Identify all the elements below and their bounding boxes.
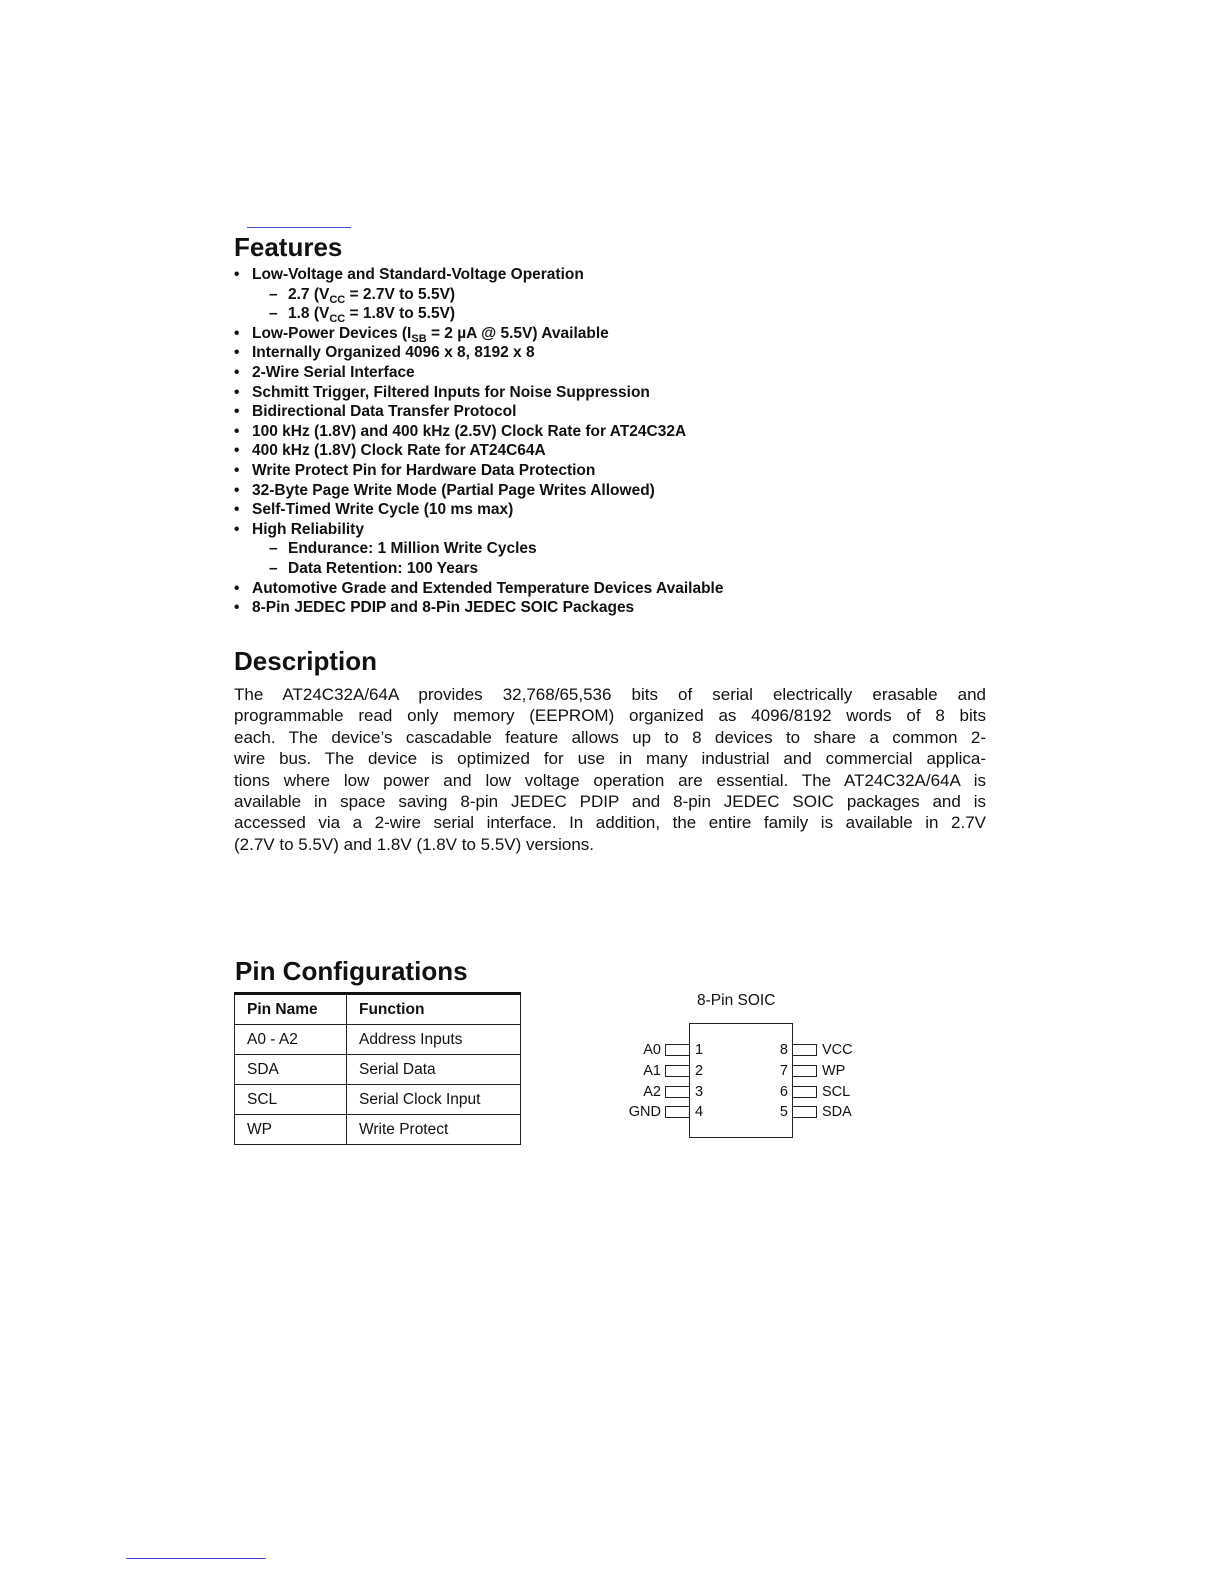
description-line: The AT24C32A/64A provides 32,768/65,536 bits of serial electrically erasable and <box>234 685 986 704</box>
right-pin-4 <box>793 1107 817 1118</box>
feature-subitem: – 1.8 ($V_{CC} = 1.8V$ to 5.5V) <box>234 304 954 324</box>
description-line: (2.7V to 5.5V) and 1.8V (1.8V to 5.5V) versions. <box>234 834 595 854</box>
left-pin-number: 3 <box>695 1084 704 1100</box>
left-pin-number: 1 <box>695 1042 704 1058</box>
description-line: each. The device’s cascadable feature allows up to 8 devices to share a common 2- <box>234 727 986 747</box>
feature-item: • Internally Organized 4096 x 8, 8192 x 8 <box>234 343 954 363</box>
description-heading: Description <box>234 646 378 676</box>
feature-item: • Write Protect Pin for Hardware Data Protection <box>234 461 954 481</box>
function-cell: Serial Clock Input <box>347 1085 521 1115</box>
left-pin-name: A1 <box>643 1063 661 1079</box>
bottom-link-rule <box>126 1558 266 1559</box>
description-line: accessed via a 2-wire serial interface. In addition, the entire family is available in 2.7V <box>234 813 986 833</box>
pin-configurations-heading: Pin Configurations <box>235 956 468 986</box>
left-pin-3 <box>666 1087 690 1098</box>
feature-subitem: – 2.7 ($V_{CC} = 2.7V$ to 5.5V) <box>234 285 954 305</box>
right-pin-number: 8 <box>779 1042 788 1058</box>
right-pin-name: WP <box>822 1063 846 1079</box>
feature-item: • Bidirectional Data Transfer Protocol <box>234 402 954 422</box>
pin-name-header: Pin Name <box>235 994 347 1025</box>
description-line: tions where low power and low voltage operation are essential. The AT24C32A/64A is <box>234 770 986 790</box>
feature-item: • Self-Timed Write Cycle (10 ms max) <box>234 500 954 520</box>
chip-body <box>690 1024 793 1138</box>
right-pin-name: SDA <box>822 1104 852 1120</box>
left-pin-number: 2 <box>695 1063 704 1079</box>
features-heading: Features <box>234 232 343 262</box>
feature-subitem: – Data Retention: 100 Years <box>234 559 954 579</box>
right-pin-number: 6 <box>779 1084 788 1100</box>
description-paragraph <box>234 684 986 855</box>
function-cell: Write Protect <box>347 1115 521 1145</box>
feature-item: • Schmitt Trigger, Filtered Inputs for Noise Suppression <box>234 383 954 403</box>
package-title: 8-Pin SOIC <box>697 992 776 1009</box>
pin-name-cell: SCL <box>235 1085 347 1115</box>
pin-table <box>234 992 521 1145</box>
table-row <box>235 1115 521 1145</box>
right-pin-name: VCC <box>822 1042 853 1058</box>
feature-item: • 32-Byte Page Write Mode (Partial Page Writes Allowed) <box>234 481 954 501</box>
feature-item: • Low-Voltage and Standard-Voltage Operation <box>234 265 954 285</box>
pin-table-header-row <box>235 994 521 1025</box>
description-line: available in space saving 8-pin JEDEC PDIP and 8-pin JEDEC SOIC packages and is <box>234 792 986 812</box>
description-line: wire bus. The device is optimized for use in many industrial and commercial applica- <box>234 749 986 769</box>
feature-item: • 400 kHz (1.8V) Clock Rate for AT24C64A <box>234 441 954 461</box>
table-row <box>235 1025 521 1055</box>
pin-name-cell: A0 - A2 <box>235 1025 347 1055</box>
left-pin-number: 4 <box>695 1104 704 1120</box>
feature-item: • 100 kHz (1.8V) and 400 kHz (2.5V) Clock Rate for AT24C32A <box>234 422 954 442</box>
function-cell: Serial Data <box>347 1055 521 1085</box>
right-pin-3 <box>793 1087 817 1098</box>
description-line: programmable read only memory (EEPROM) organized as 4096/8192 words of 8 bits <box>234 706 986 726</box>
right-pin-1 <box>793 1045 817 1056</box>
feature-item: • Automotive Grade and Extended Temperature Devices Available <box>234 579 954 599</box>
feature-item: • Low-Power Devices ($I_{SB} = 2$ µA @ 5.5V) Available <box>234 324 954 344</box>
feature-item: • 2-Wire Serial Interface <box>234 363 954 383</box>
right-pin-number: 7 <box>779 1063 788 1079</box>
pin-name-cell: SDA <box>235 1055 347 1085</box>
left-pin-2 <box>666 1066 690 1077</box>
left-pin-name: A0 <box>643 1042 661 1058</box>
function-cell: Address Inputs <box>347 1025 521 1055</box>
left-pin-name: A2 <box>643 1084 661 1100</box>
feature-subitem: – Endurance: 1 Million Write Cycles <box>234 539 954 559</box>
features-list <box>234 265 954 618</box>
function-header: Function <box>347 994 521 1025</box>
pin-name-cell: WP <box>235 1115 347 1145</box>
right-pin-2 <box>793 1066 817 1077</box>
table-row <box>235 1085 521 1115</box>
right-pin-name: SCL <box>822 1084 851 1100</box>
table-row <box>235 1055 521 1085</box>
feature-item: • High Reliability <box>234 520 954 540</box>
top-link-rule <box>247 227 351 228</box>
right-pin-number: 5 <box>779 1104 788 1120</box>
left-pin-4 <box>666 1107 690 1118</box>
feature-item: • 8-Pin JEDEC PDIP and 8-Pin JEDEC SOIC Packages <box>234 598 954 618</box>
left-pin-name: GND <box>628 1104 661 1120</box>
left-pin-1 <box>666 1045 690 1056</box>
